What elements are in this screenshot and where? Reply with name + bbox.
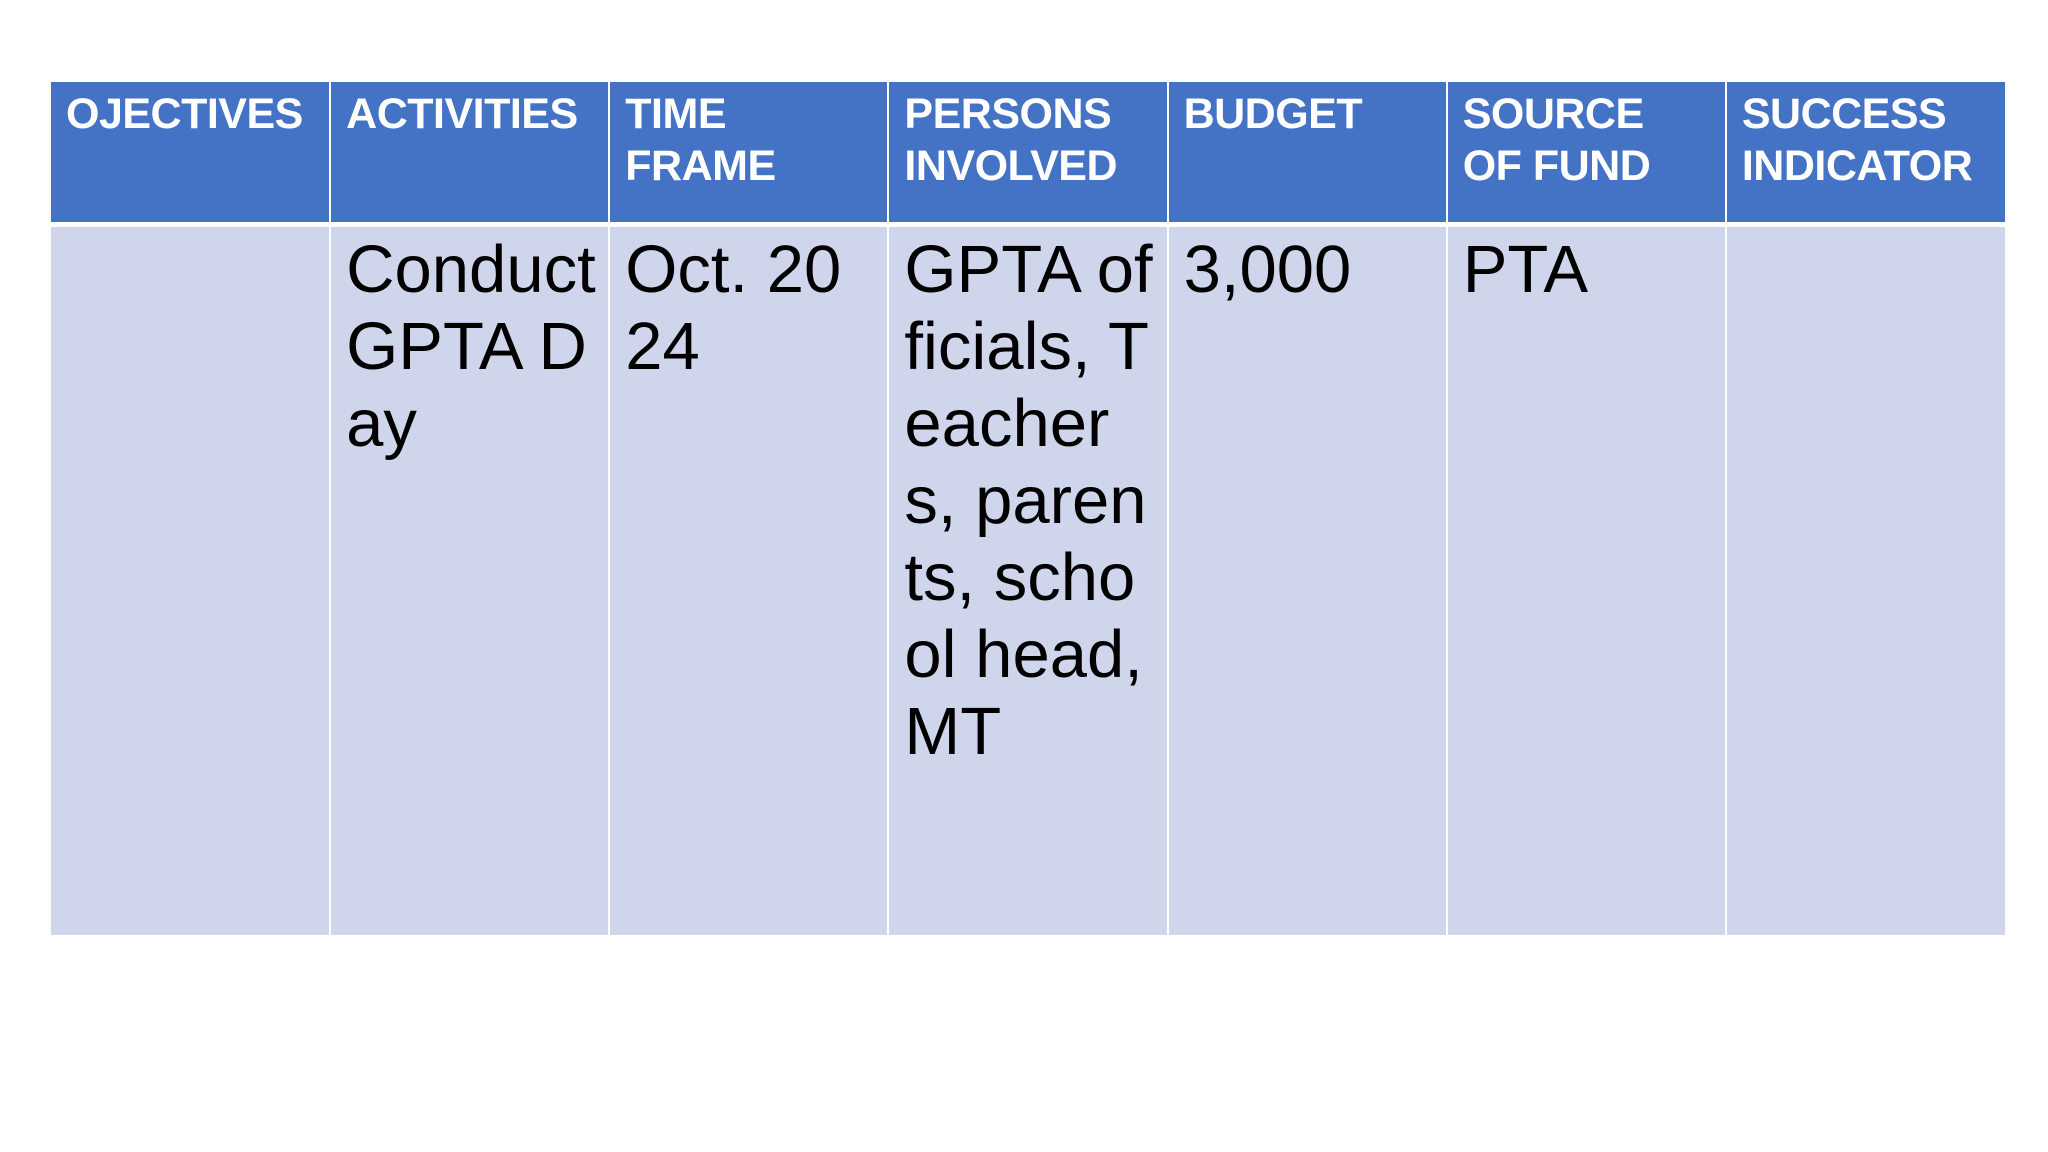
header-objectives: OJECTIVES xyxy=(51,82,330,224)
header-budget: BUDGET xyxy=(1168,82,1447,224)
cell-source-of-fund: PTA xyxy=(1447,224,1726,935)
cell-success-indicator xyxy=(1726,224,2005,935)
table-body xyxy=(51,224,2005,935)
header-source-of-fund: SOURCE OF FUND xyxy=(1447,82,1726,224)
header-time-frame: TIME FRAME xyxy=(609,82,888,224)
cell-persons-involved: GPTA officials, Teachers, parents, school head, MT xyxy=(888,224,1167,935)
header-activities: ACTIVITIES xyxy=(330,82,609,224)
cell-activities: Conduct GPTA Day xyxy=(330,224,609,935)
table-row xyxy=(51,224,2005,935)
cell-budget: 3,000 xyxy=(1168,224,1447,935)
table-header xyxy=(51,82,2005,224)
cell-objectives xyxy=(51,224,330,935)
header-persons-involved: PERSONS INVOLVED xyxy=(888,82,1167,224)
header-success-indicator: SUCCESS INDICATOR xyxy=(1726,82,2005,224)
action-plan-table xyxy=(51,82,2005,935)
header-row xyxy=(51,82,2005,224)
cell-time-frame: Oct. 2024 xyxy=(609,224,888,935)
